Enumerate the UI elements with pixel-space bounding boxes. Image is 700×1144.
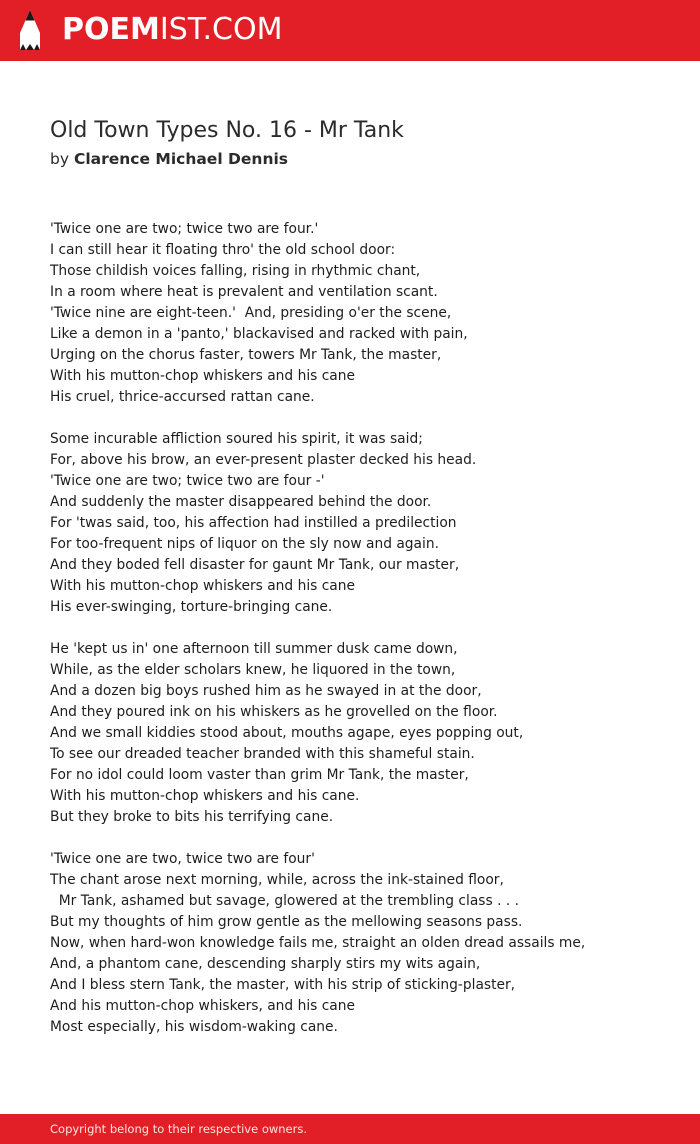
site-footer: [0, 1114, 700, 1144]
poem-line: 'Twice one are two; twice two are four.': [50, 221, 319, 237]
poem-line: I can still hear it floating thro' the old school door:: [50, 242, 396, 258]
poem-line: And his mutton-chop whiskers, and his cane: [50, 998, 355, 1014]
logo-bold-text: POEM: [62, 12, 160, 47]
poem-line: The chant arose next morning, while, across the ink-stained floor,: [50, 872, 504, 888]
poem-line: For 'twas said, too, his affection had instilled a predilection: [50, 515, 457, 531]
poem-line: Like a demon in a 'panto,' blackavised and racked with pain,: [50, 326, 468, 342]
poem-line: And they boded fell disaster for gaunt Mr Tank, our master,: [50, 557, 460, 573]
copyright-text: Copyright belong to their respective owners.: [50, 1122, 308, 1136]
poem-line: To see our dreaded teacher branded with this shameful stain.: [50, 746, 475, 762]
poem-line: His cruel, thrice-accursed rattan cane.: [50, 389, 315, 405]
poem-title: Old Town Types No. 16 - Mr Tank: [50, 118, 404, 143]
poem-line: In a room where heat is prevalent and ventilation scant.: [50, 284, 438, 300]
site-header: [0, 0, 700, 61]
poem-body: [50, 219, 585, 1059]
poem-line: Mr Tank, ashamed but savage, glowered at the trembling class . . .: [50, 893, 519, 909]
poem-line: And we small kiddies stood about, mouths agape, eyes popping out,: [50, 725, 524, 741]
stanza: [50, 219, 585, 408]
poem-line: And I bless stern Tank, the master, with his strip of sticking-plaster,: [50, 977, 516, 993]
poem-line: 'Twice nine are eight-teen.' And, presiding o'er the scene,: [50, 305, 452, 321]
author-name: Clarence Michael Dennis: [73, 150, 289, 168]
byline: [50, 149, 288, 169]
stanza: [50, 849, 585, 1038]
poem-line: Now, when hard-won knowledge fails me, straight an olden dread assails me,: [50, 935, 586, 951]
poem-line: And they poured ink on his whiskers as he grovelled on the floor.: [50, 704, 498, 720]
poem-line: Urging on the chorus faster, towers Mr Tank, the master,: [50, 347, 442, 363]
poem-line: For, above his brow, an ever-present plaster decked his head.: [50, 452, 477, 468]
stanza: [50, 429, 585, 618]
poem-line: With his mutton-chop whiskers and his cane: [50, 578, 355, 594]
poem-line: 'Twice one are two, twice two are four': [50, 851, 315, 867]
site-logo[interactable]: [62, 12, 282, 48]
poem-line: But my thoughts of him grow gentle as the mellowing seasons pass.: [50, 914, 523, 930]
poem-line: Most especially, his wisdom-waking cane.: [50, 1019, 338, 1035]
poem-line: His ever-swinging, torture-bringing cane.: [50, 599, 333, 615]
pencil-tip-icon: [17, 9, 43, 51]
poem-line: While, as the elder scholars knew, he liquored in the town,: [50, 662, 456, 678]
poem-line: Those childish voices falling, rising in rhythmic chant,: [50, 263, 421, 279]
poem-line: And a dozen big boys rushed him as he swayed in at the door,: [50, 683, 482, 699]
poem-line: For no idol could loom vaster than grim Mr Tank, the master,: [50, 767, 469, 783]
poem-line: He 'kept us in' one afternoon till summer dusk came down,: [50, 641, 458, 657]
stanza: [50, 639, 585, 828]
poem-line: 'Twice one are two; twice two are four -': [50, 473, 325, 489]
poem-line: But they broke to bits his terrifying cane.: [50, 809, 334, 825]
by-label: by: [50, 150, 70, 168]
poem-line: With his mutton-chop whiskers and his cane.: [50, 788, 360, 804]
poem-line: With his mutton-chop whiskers and his cane: [50, 368, 355, 384]
logo-light-text: IST.COM: [159, 12, 283, 47]
poem-line: Some incurable affliction soured his spirit, it was said;: [50, 431, 423, 447]
poem-line: And suddenly the master disappeared behind the door.: [50, 494, 432, 510]
poem-line: For too-frequent nips of liquor on the sly now and again.: [50, 536, 439, 552]
poem-line: And, a phantom cane, descending sharply stirs my wits again,: [50, 956, 481, 972]
